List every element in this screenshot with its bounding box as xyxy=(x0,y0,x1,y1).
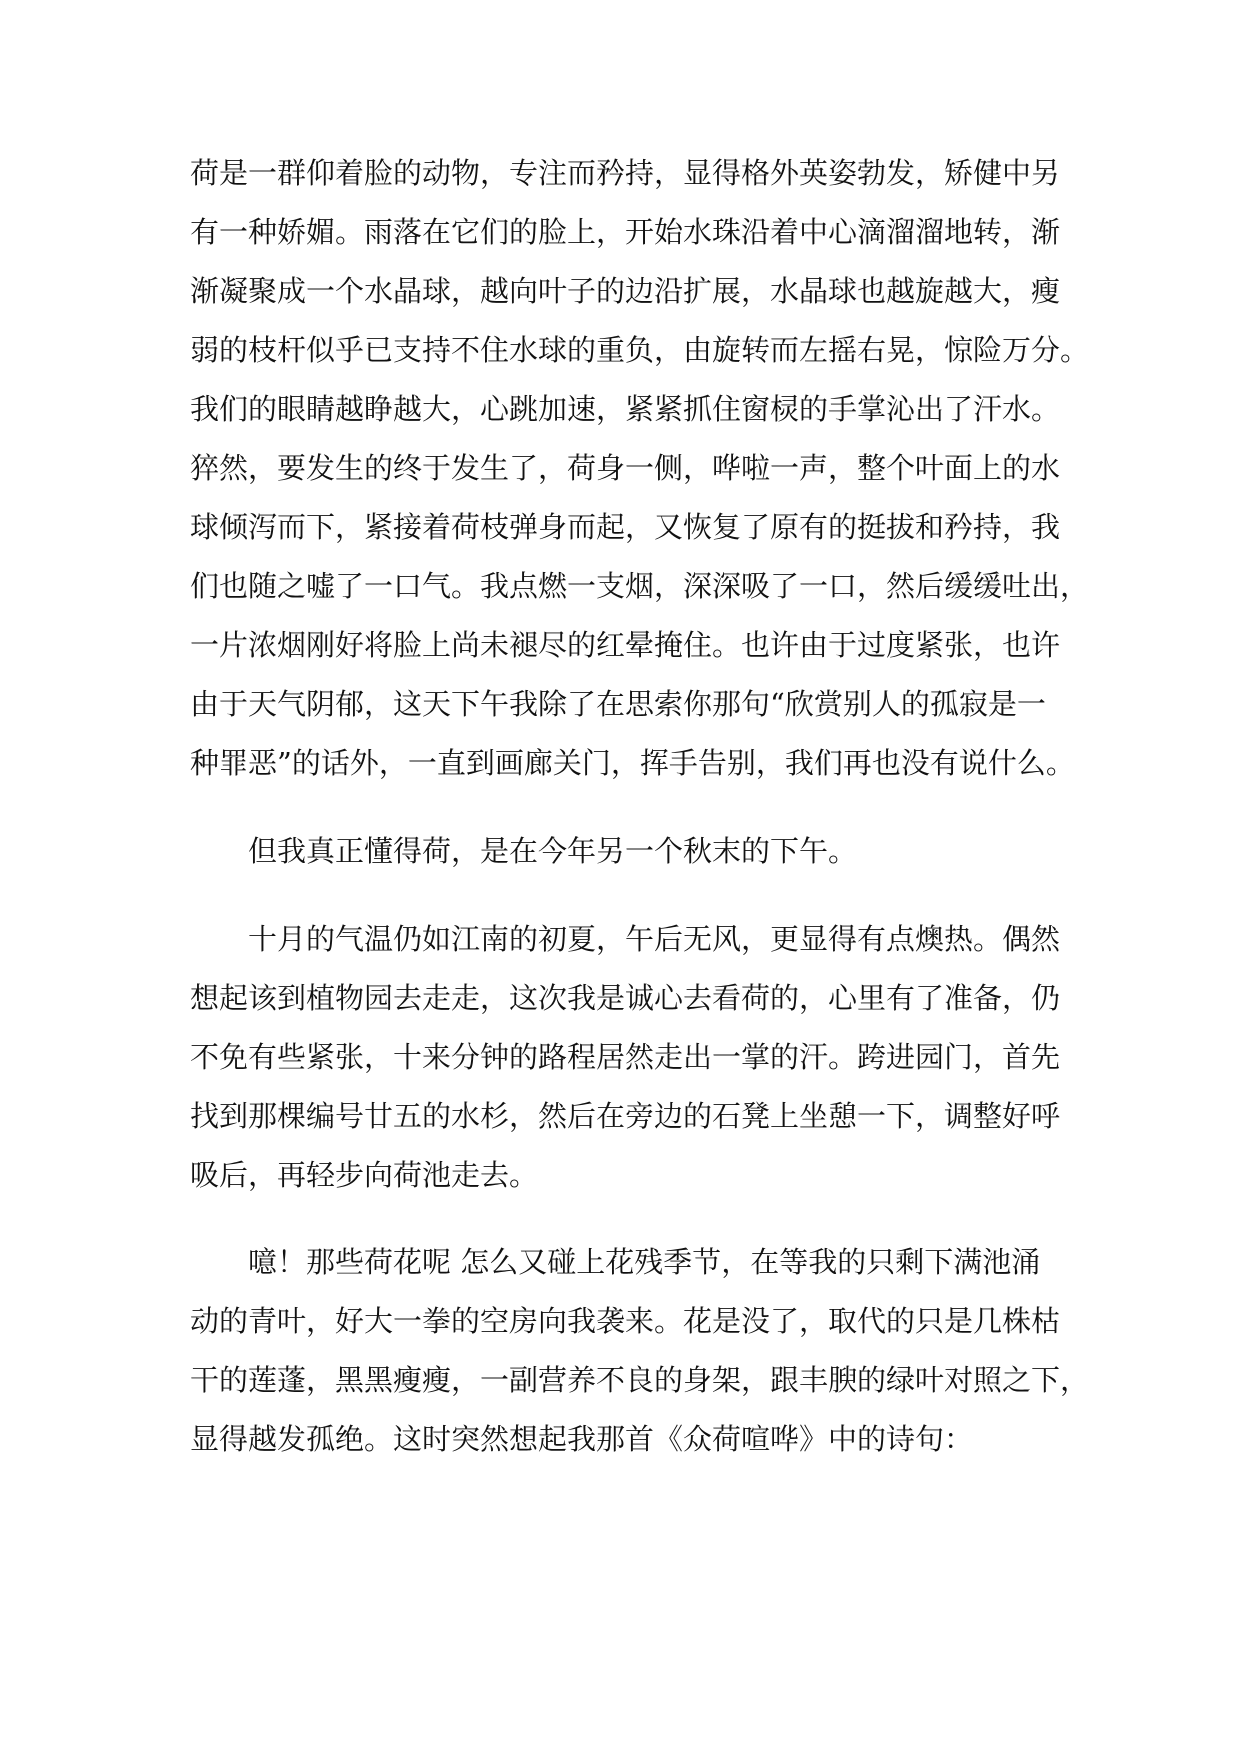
paragraph-1-line-10: 由于天气阴郁，这天下午我除了在思索你那句“欣赏别人的孤寂是一 xyxy=(190,687,1046,721)
paragraph-1-line-7: 球倾泻而下，紧接着荷枝弹身而起，又恢复了原有的挺拔和矜持，我 xyxy=(190,510,1061,544)
paragraph-3-line-3: 不免有些紧张，十来分钟的路程居然走出一掌的汗。跨进园门，首先 xyxy=(190,1040,1061,1074)
paragraph-4-line-1: 噫！那些荷花呢 怎么又碰上花残季节，在等我的只剩下满池涌 xyxy=(248,1245,1041,1279)
paragraph-3-line-4: 找到那棵编号廿五的水杉，然后在旁边的石凳上坐憩一下，调整好呼 xyxy=(190,1099,1061,1133)
paragraph-1-line-5: 我们的眼睛越睁越大，心跳加速，紧紧抓住窗棂的手掌沁出了汗水。 xyxy=(190,392,1061,426)
paragraph-3-line-2: 想起该到植物园去走走，这次我是诚心去看荷的，心里有了准备，仍 xyxy=(190,981,1061,1015)
paragraph-2-line-1: 但我真正懂得荷，是在今年另一个秋末的下午。 xyxy=(248,834,858,868)
paragraph-1-line-8: 们也随之嘘了一口气。我点燃一支烟，深深吸了一口，然后缓缓吐出， xyxy=(190,569,1090,603)
paragraph-4-line-4: 显得越发孤绝。这时突然想起我那首《众荷喧哗》中的诗句： xyxy=(190,1422,974,1456)
paragraph-1-line-3: 渐凝聚成一个水晶球，越向叶子的边沿扩展，水晶球也越旋越大，瘦 xyxy=(190,274,1061,308)
paragraph-3-line-5: 吸后，再轻步向荷池走去。 xyxy=(190,1158,539,1192)
paragraph-1-line-2: 有一种娇媚。雨落在它们的脸上，开始水珠沿着中心滴溜溜地转，渐 xyxy=(190,215,1061,249)
paragraph-1-line-1: 荷是一群仰着脸的动物，专注而矜持，显得格外英姿勃发，矫健中另 xyxy=(190,156,1061,190)
paragraph-1-line-6: 猝然，要发生的终于发生了，荷身一侧，哗啦一声，整个叶面上的水 xyxy=(190,451,1061,485)
paragraph-4-line-3: 干的莲蓬，黑黑瘦瘦，一副营养不良的身架，跟丰腴的绿叶对照之下， xyxy=(190,1363,1090,1397)
paragraph-3-line-1: 十月的气温仍如江南的初夏，午后无风，更显得有点燠热。偶然 xyxy=(248,922,1061,956)
paragraph-1-line-4: 弱的枝杆似乎已支持不住水球的重负，由旋转而左摇右晃，惊险万分。 xyxy=(190,333,1090,367)
paragraph-4-line-2: 动的青叶，好大一拳的空房向我袭来。花是没了，取代的只是几株枯 xyxy=(190,1304,1061,1338)
paragraph-1-line-9: 一片浓烟刚好将脸上尚未褪尽的红晕掩住。也许由于过度紧张，也许 xyxy=(190,628,1061,662)
paragraph-1-line-11: 种罪恶”的话外，一直到画廊关门，挥手告别，我们再也没有说什么。 xyxy=(190,746,1075,780)
